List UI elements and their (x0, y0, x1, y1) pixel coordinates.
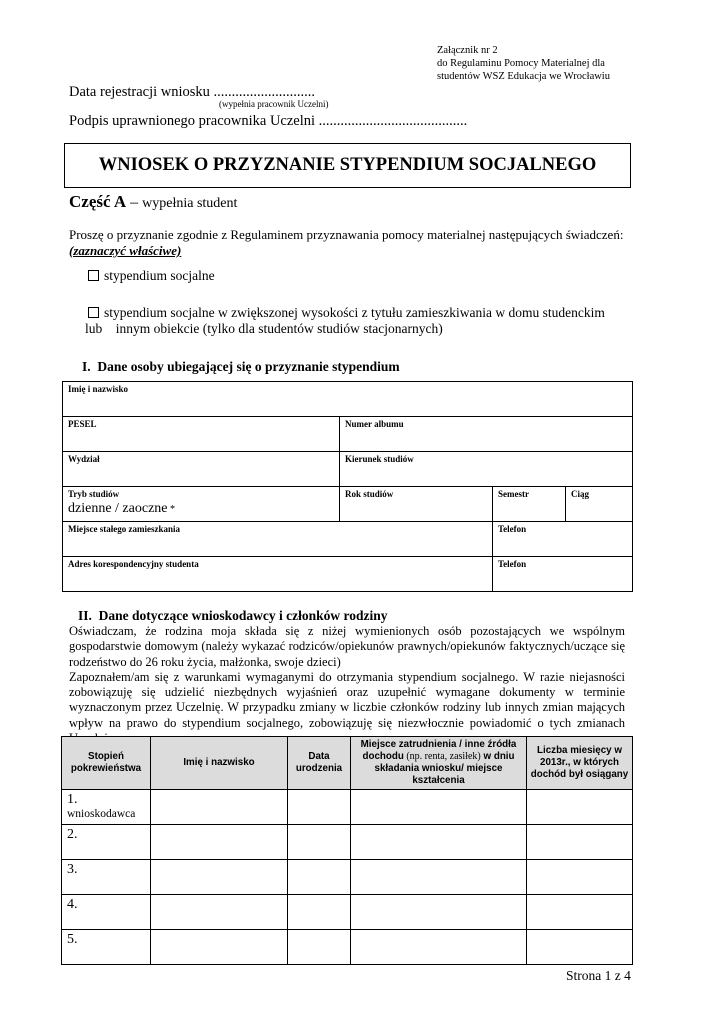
row-1-birth[interactable] (288, 790, 351, 825)
table-row (62, 860, 633, 895)
staff-signature-line: Podpis uprawnionego pracownika Uczelni ......................................... (69, 113, 468, 129)
annex-line-2: do Regulaminu Pomocy Materialnej dla (437, 58, 605, 69)
row-2-months[interactable] (527, 825, 633, 860)
annex-line-3: studentów WSZ Edukacja we Wrocławiu (437, 71, 610, 82)
label-phone-2: Telefon (498, 559, 527, 569)
registration-date-line: Data rejestracji wniosku ............................ (69, 84, 316, 100)
field-sequence[interactable] (566, 487, 633, 522)
section-1-heading: I. Dane osoby ubiegającej się o przyznanie stypendium (82, 359, 400, 374)
field-semester[interactable] (493, 487, 566, 522)
row-3-relationship[interactable] (62, 860, 151, 895)
row-1-number: 1. (67, 792, 78, 807)
label-study-mode: Tryb studiów (68, 489, 120, 499)
label-full-name: Imię i nazwisko (68, 384, 129, 394)
family-members-table (61, 736, 633, 965)
field-faculty[interactable] (63, 452, 340, 487)
header-income-source (351, 737, 527, 790)
option-social-scholarship[interactable] (88, 268, 215, 284)
row-3-name[interactable] (151, 860, 288, 895)
row-5-birth[interactable] (288, 930, 351, 965)
field-correspondence-address[interactable] (63, 557, 493, 592)
intro-body: Proszę o przyznanie zgodnie z Regulaminem przyznawania pomocy materialnej następujących świadczeń: (69, 227, 624, 242)
field-field-of-study[interactable] (340, 452, 633, 487)
row-5-relationship[interactable] (62, 930, 151, 965)
row-2-income[interactable] (351, 825, 527, 860)
row-4-relationship[interactable] (62, 895, 151, 930)
document-title-box (64, 143, 631, 188)
header-birth-date: Data urodzenia (288, 737, 351, 790)
row-3-birth[interactable] (288, 860, 351, 895)
row-1-name[interactable] (151, 790, 288, 825)
checkbox-increased-scholarship[interactable] (88, 307, 99, 318)
checkbox-social-scholarship[interactable] (88, 270, 99, 281)
field-pesel[interactable] (63, 417, 340, 452)
label-sequence: Ciąg (571, 489, 589, 499)
header-income-source-c: w dniu składania wniosku/ miejsce kształcenia (374, 751, 515, 786)
applicant-data-table (62, 381, 633, 592)
page-number: Strona 1 z 4 (566, 968, 631, 983)
document-title: WNIOSEK O PRZYZNANIE STYPENDIUM SOCJALNEGO (98, 155, 597, 175)
registration-date-note: (wypełnia pracownik Uczelni) (219, 99, 329, 109)
table-row (62, 790, 633, 825)
row-5-number: 5. (67, 932, 78, 947)
row-2-number: 2. (67, 827, 78, 842)
part-a-note: wypełnia student (142, 196, 238, 211)
row-2-relationship[interactable] (62, 825, 151, 860)
header-income-source-a: Miejsce zatrudnienia / inne źródła dochodu (360, 739, 517, 762)
table-row (62, 930, 633, 965)
field-full-name[interactable] (63, 382, 633, 417)
part-a-label: Część A (69, 192, 127, 211)
table-row (62, 895, 633, 930)
part-a-dash: – (126, 194, 143, 211)
option-increased-scholarship-line2: lub innym obiekcie (tylko dla studentów studiów stacjonarnych) (85, 321, 443, 336)
option-increased-scholarship-label: stypendium socjalne w zwiększonej wysokości z tytułu zamieszkiwania w domu studenckim (104, 305, 605, 320)
label-field-of-study: Kierunek studiów (345, 454, 414, 464)
row-1-months[interactable] (527, 790, 633, 825)
field-phone-1[interactable] (493, 522, 633, 557)
row-3-number: 3. (67, 862, 78, 877)
row-3-months[interactable] (527, 860, 633, 895)
label-permanent-address: Miejsce stałego zamieszkania (68, 524, 180, 534)
header-relationship: Stopień pokrewieństwa (62, 737, 151, 790)
row-4-income[interactable] (351, 895, 527, 930)
study-mode-options: dzienne / zaoczne (68, 501, 168, 516)
field-phone-2[interactable] (493, 557, 633, 592)
header-full-name: Imię i nazwisko (151, 737, 288, 790)
row-4-birth[interactable] (288, 895, 351, 930)
row-5-months[interactable] (527, 930, 633, 965)
declaration-paragraph-2: Zapoznałem/am się z warunkami wymaganymi do otrzymania stypendium socjalnego. W razie niejasności zobowiązuję się udzielić niezbędnych wyjaśnień oraz uzupełnić wymagane dokumenty w terminie wyznaczonym przez Uczelnię. W przypadku zmiany w liczbie członków rodziny lub innych zmian mających wpływ na prawo do stypendium socjalnego, zobowiązuję się niezwłocznie powiadomić o tych zmianach (69, 669, 625, 730)
label-phone-1: Telefon (498, 524, 527, 534)
part-a-heading (69, 192, 237, 212)
label-semester: Semestr (498, 489, 529, 499)
row-1-income[interactable] (351, 790, 527, 825)
intro-emphasis: (zaznaczyć właściwe) (69, 243, 182, 258)
header-months-count: Liczba miesięcy w 2013r., w których dochód był osiągany (527, 737, 633, 790)
table-row (62, 825, 633, 860)
row-2-birth[interactable] (288, 825, 351, 860)
row-4-number: 4. (67, 897, 78, 912)
option-increased-scholarship[interactable] (88, 305, 605, 321)
header-income-source-b: (np. renta, zasiłek) (403, 751, 481, 762)
label-faculty: Wydział (68, 454, 100, 464)
section-2-declaration (69, 624, 625, 746)
field-permanent-address[interactable] (63, 522, 493, 557)
label-album-number: Numer albumu (345, 419, 404, 429)
label-pesel: PESEL (68, 419, 97, 429)
row-5-name[interactable] (151, 930, 288, 965)
row-2-name[interactable] (151, 825, 288, 860)
row-1-applicant-label: wnioskodawca (67, 808, 136, 820)
annex-note (437, 44, 610, 83)
field-album-number[interactable] (340, 417, 633, 452)
row-4-name[interactable] (151, 895, 288, 930)
family-table-header-row (62, 737, 633, 790)
declaration-paragraph-1: Oświadczam, że rodzina moja składa się z niżej wymienionych osób pozostających we wspólnym gospodarstwie domowym (należy wykazać rodziców/opiekunów prawnych/opiekunów faktycznych/uczące się rodzeństwo do 26 roku życia, małżonka, swoje dzieci) (69, 624, 625, 669)
study-mode-star: * (167, 504, 175, 515)
annex-line-1: Załącznik nr 2 (437, 45, 498, 56)
label-correspondence-address: Adres korespondencyjny studenta (68, 559, 199, 569)
intro-text (69, 227, 629, 259)
row-3-income[interactable] (351, 860, 527, 895)
field-study-mode[interactable] (63, 487, 340, 522)
row-5-income[interactable] (351, 930, 527, 965)
section-2-heading: II. Dane dotyczące wnioskodawcy i członków rodziny (78, 608, 388, 623)
option-social-scholarship-label: stypendium socjalne (104, 268, 215, 283)
label-study-year: Rok studiów (345, 489, 394, 499)
row-4-months[interactable] (527, 895, 633, 930)
field-study-year[interactable] (340, 487, 493, 522)
row-1-relationship[interactable] (62, 790, 151, 825)
